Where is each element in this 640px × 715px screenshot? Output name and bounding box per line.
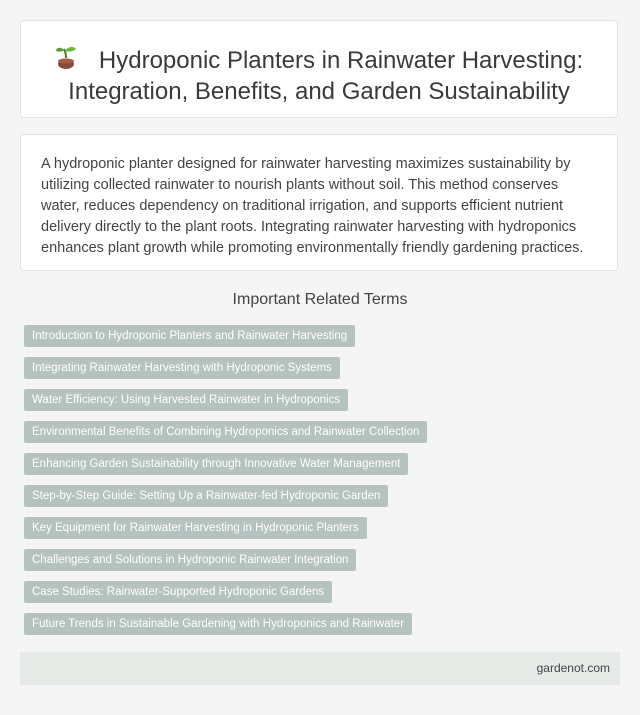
footer: [20, 652, 620, 685]
sprout-icon: [55, 44, 77, 77]
related-term-tag[interactable]: Enhancing Garden Sustainability through Innovative Water Management: [24, 453, 408, 475]
description-card: [20, 134, 618, 271]
title-card: [20, 20, 618, 118]
footer-site-link[interactable]: gardenot.com: [536, 661, 610, 675]
title-text: Hydroponic Planters in Rainwater Harvesting: Integration, Benefits, and Garden Sustainability: [68, 47, 584, 105]
description-text: A hydroponic planter designed for rainwater harvesting maximizes sustainability by utilizing collected rainwater to nourish plants without soil. This method conserves water, reduces dependency on traditional irrigation, and supports efficient nutrient delivery directly to the plant roots. Integrating rainwater harvesting with hydroponics enhances plant growth while promoting environmentally friendly gardening practices.: [41, 156, 584, 256]
related-term-tag[interactable]: Step-by-Step Guide: Setting Up a Rainwater-fed Hydroponic Garden: [24, 485, 388, 507]
related-terms-heading: Important Related Terms: [232, 291, 408, 308]
related-term-tag[interactable]: Introduction to Hydroponic Planters and Rainwater Harvesting: [24, 325, 355, 347]
related-terms-list: [24, 325, 624, 645]
related-term-tag[interactable]: Case Studies: Rainwater-Supported Hydroponic Gardens: [24, 581, 332, 603]
related-term-tag[interactable]: Integrating Rainwater Harvesting with Hydroponic Systems: [24, 357, 340, 379]
related-term-tag[interactable]: Water Efficiency: Using Harvested Rainwater in Hydroponics: [24, 389, 348, 411]
related-term-tag[interactable]: Key Equipment for Rainwater Harvesting in Hydroponic Planters: [24, 517, 367, 539]
related-term-tag[interactable]: Future Trends in Sustainable Gardening with Hydroponics and Rainwater: [24, 613, 412, 635]
related-term-tag[interactable]: Environmental Benefits of Combining Hydroponics and Rainwater Collection: [24, 421, 427, 443]
related-term-tag[interactable]: Challenges and Solutions in Hydroponic Rainwater Integration: [24, 549, 356, 571]
page-title: [21, 44, 617, 106]
